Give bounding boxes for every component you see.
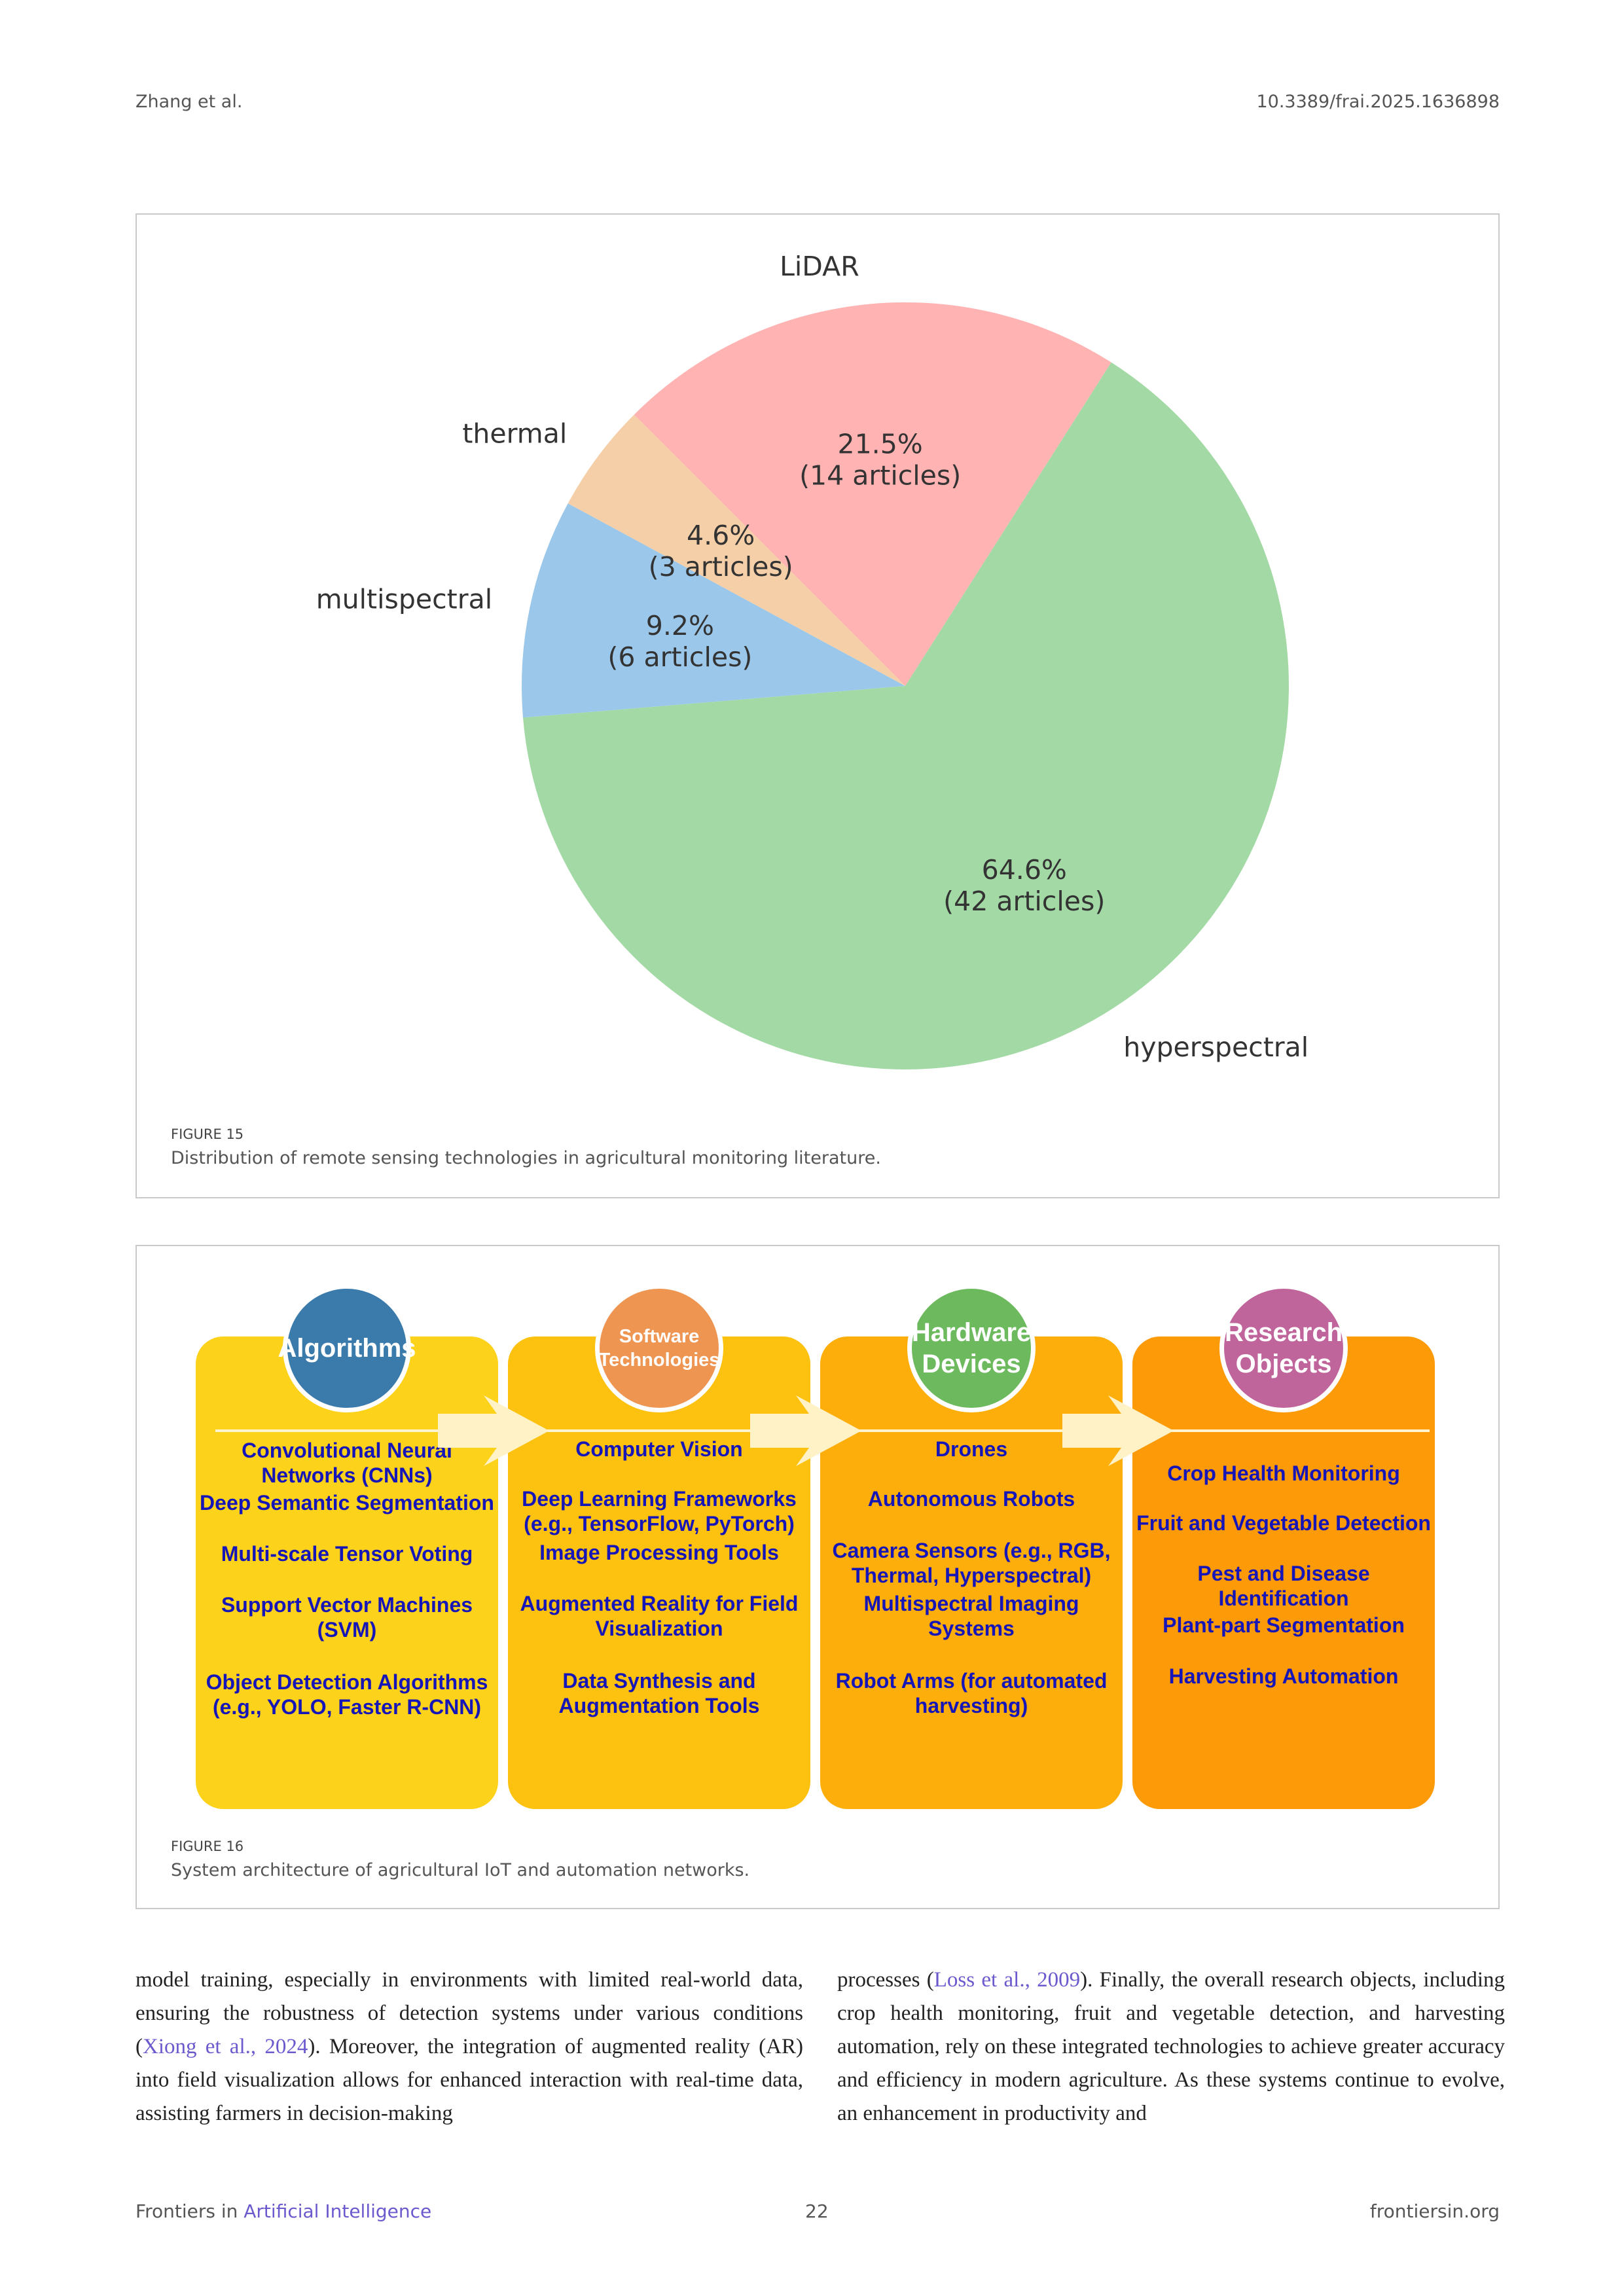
page-number: 22 <box>805 2200 829 2222</box>
pie-label-LiDAR: LiDAR <box>780 251 859 283</box>
arch-item: Multispectral Imaging Systems <box>863 1592 1079 1640</box>
arch-item: Computer Vision <box>575 1437 743 1461</box>
arch-item: Crop Health Monitoring <box>1167 1462 1400 1485</box>
pie-chart <box>137 215 1498 1124</box>
footer-journal-prefix: Frontiers in <box>135 2200 244 2222</box>
arch-item: Robot Arms (for automated harvesting) <box>835 1669 1108 1717</box>
architecture-diagram <box>137 1246 1498 1822</box>
arch-item: Fruit and Vegetable Detection <box>1136 1511 1431 1535</box>
pie-count-hyperspectral: (42 articles) <box>943 885 1106 917</box>
body-right-text-1: processes ( <box>837 1968 934 1992</box>
pie-percent-multispectral: 9.2% <box>645 609 714 641</box>
arrow-right-icon <box>1062 1395 1180 1467</box>
arrow-right-icon <box>438 1395 556 1467</box>
pie-label-hyperspectral: hyperspectral <box>1123 1031 1309 1063</box>
citation-link-xiong[interactable]: Xiong et al., 2024 <box>143 2035 308 2058</box>
pie-count-LiDAR: (14 articles) <box>799 459 962 492</box>
arch-circle-title: Hardware Devices <box>911 1318 1032 1378</box>
arch-item: Plant-part Segmentation <box>1163 1613 1405 1637</box>
pie-percent-thermal: 4.6% <box>687 519 755 551</box>
citation-link-loss[interactable]: Loss et al., 2009 <box>933 1968 1081 1992</box>
arch-item: Object Detection Algorithms (e.g., YOLO, Faster R-CNN) <box>206 1670 488 1719</box>
arch-circle-title: Algorithms <box>278 1334 416 1363</box>
footer-journal-name-link[interactable]: Artificial Intelligence <box>244 2200 432 2222</box>
body-right-text-2: ). Finally, the overall research objects, including crop health monitoring, fruit and vegetable detection, and harvesting automation, rely on these integrated technologies to achieve greater accuracy and efficiency in modern agriculture. As these systems continue to evolve, an enhancement in productivity and <box>837 1968 1505 2125</box>
running-head-doi: 10.3389/frai.2025.1636898 <box>1256 92 1500 112</box>
body-column-left <box>135 1964 803 2130</box>
pie-count-multispectral: (6 articles) <box>607 641 753 673</box>
figure-15-caption: Distribution of remote sensing technologies in agricultural monitoring literature. <box>171 1148 881 1168</box>
arch-item: Augmented Reality for Field Visualization <box>520 1592 799 1640</box>
arch-circle-3 <box>907 1284 1036 1412</box>
pie-label-thermal: thermal <box>462 418 568 450</box>
arch-circle-4 <box>1219 1284 1348 1412</box>
arch-circle-title: Software Technologies <box>598 1326 720 1371</box>
figure-16-caption: System architecture of agricultural IoT and automation networks. <box>171 1860 750 1880</box>
arch-item: Autonomous Robots <box>867 1487 1075 1511</box>
arch-item: Drones <box>935 1437 1008 1461</box>
footer-journal <box>135 2200 431 2222</box>
arch-circle-2 <box>595 1284 723 1412</box>
figure-15 <box>135 213 1500 1198</box>
pie-count-thermal: (3 articles) <box>648 550 793 583</box>
arch-item: Data Synthesis and Augmentation Tools <box>558 1669 760 1717</box>
arch-item: Image Processing Tools <box>539 1541 779 1564</box>
running-head-authors: Zhang et al. <box>135 92 243 112</box>
pie-percent-LiDAR: 21.5% <box>837 428 923 460</box>
arch-item: Camera Sensors (e.g., RGB, Thermal, Hyperspectral) <box>832 1539 1111 1587</box>
figure-16-label: FIGURE 16 <box>171 1839 244 1854</box>
pie-percent-hyperspectral: 64.6% <box>981 853 1067 886</box>
arch-circle-title: Research Objects <box>1224 1318 1343 1378</box>
body-left-text-2: ). Moreover, the integration of augmented reality (AR) into field visualization allows for enhanced interaction with real-time data, assisting farmers in decision-making <box>135 2035 803 2125</box>
arch-item: Convolutional Neural Networks (CNNs) <box>242 1439 452 1487</box>
arch-item: Deep Learning Frameworks (e.g., TensorFlow, PyTorch) <box>522 1487 797 1535</box>
body-left-text-1: model training, especially in environments with limited real-world data, ensuring the robustness of detection systems under various conditions ( <box>135 1968 803 2058</box>
pie-label-multispectral: multispectral <box>316 583 493 615</box>
arch-item: Pest and Disease Identification <box>1197 1562 1370 1610</box>
figure-16 <box>135 1245 1500 1909</box>
figure-15-label: FIGURE 15 <box>171 1126 244 1142</box>
arch-item: Support Vector Machines (SVM) <box>221 1593 473 1641</box>
arch-item: Harvesting Automation <box>1168 1664 1399 1688</box>
footer-site-link[interactable]: frontiersin.org <box>1369 2200 1500 2222</box>
body-column-right <box>837 1964 1505 2130</box>
arch-circle-1 <box>278 1284 416 1412</box>
arch-item: Multi-scale Tensor Voting <box>221 1542 473 1566</box>
arch-item: Deep Semantic Segmentation <box>200 1491 494 1515</box>
arrow-right-icon <box>750 1395 868 1467</box>
